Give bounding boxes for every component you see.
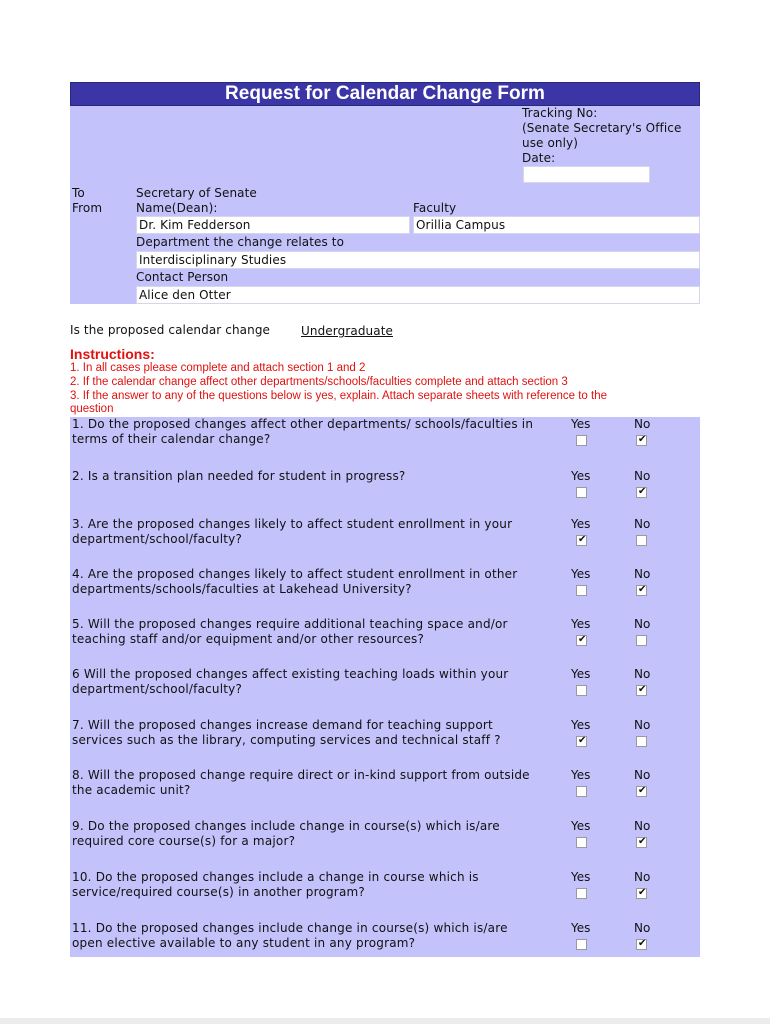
contact-field[interactable]: Alice den Otter [136, 286, 700, 304]
question-2-yes-label: Yes [571, 469, 591, 483]
question-9-line-1: 9. Do the proposed changes include change in course(s) which is/are [72, 819, 500, 833]
question-6-line-1: 6 Will the proposed changes affect existing teaching loads within your [72, 667, 509, 681]
to-label: To [72, 186, 85, 200]
question-3-line-1: 3. Are the proposed changes likely to affect student enrollment in your [72, 517, 513, 531]
question-4-line-1: 4. Are the proposed changes likely to affect student enrollment in other [72, 567, 518, 581]
question-3-line-2: department/school/faculty? [72, 532, 243, 546]
question-4-line-2: departments/schools/faculties at Lakehead University? [72, 582, 412, 596]
question-3-no-label: No [634, 517, 651, 531]
question-11-line-2: open elective available to any student in any program? [72, 936, 416, 950]
question-5-yes-checkbox[interactable] [576, 635, 587, 646]
contact-label: Contact Person [136, 270, 229, 284]
question-2-line-1: 2. Is a transition plan needed for student in progress? [72, 469, 406, 483]
question-11-line-1: 11. Do the proposed changes include change in course(s) which is/are [72, 921, 508, 935]
question-11-no-label: No [634, 921, 651, 935]
name-field[interactable]: Dr. Kim Fedderson [136, 216, 410, 234]
question-2-no-checkbox[interactable] [636, 487, 647, 498]
question-7-no-label: No [634, 718, 651, 732]
instructions-heading: Instructions: [70, 346, 155, 362]
question-10-no-label: No [634, 870, 651, 884]
question-1-no-label: No [634, 417, 651, 431]
question-1-yes-label: Yes [571, 417, 591, 431]
question-9-no-checkbox[interactable] [636, 837, 647, 848]
question-3-no-checkbox[interactable] [636, 535, 647, 546]
to-value: Secretary of Senate [136, 186, 257, 200]
from-label: From [72, 201, 103, 215]
question-1-yes-checkbox[interactable] [576, 435, 587, 446]
calendar-value[interactable]: Undergraduate [301, 324, 393, 338]
question-10-yes-label: Yes [571, 870, 591, 884]
tracking-label: Tracking No: [522, 106, 598, 120]
question-1-line-2: terms of their calendar change? [72, 432, 271, 446]
question-5-no-label: No [634, 617, 651, 631]
department-field[interactable]: Interdisciplinary Studies [136, 251, 700, 269]
calendar-question: Is the proposed calendar change [70, 323, 271, 337]
question-4-yes-label: Yes [571, 567, 591, 581]
question-7-yes-checkbox[interactable] [576, 736, 587, 747]
department-label: Department the change relates to [136, 235, 345, 249]
form-title: Request for Calendar Change Form [70, 82, 700, 106]
question-8-line-1: 8. Will the proposed change require direct or in-kind support from outside [72, 768, 530, 782]
question-5-yes-label: Yes [571, 617, 591, 631]
question-9-yes-checkbox[interactable] [576, 837, 587, 848]
question-11-yes-checkbox[interactable] [576, 939, 587, 950]
question-6-yes-checkbox[interactable] [576, 685, 587, 696]
question-8-no-checkbox[interactable] [636, 786, 647, 797]
question-4-no-checkbox[interactable] [636, 585, 647, 596]
date-field[interactable] [523, 166, 650, 183]
question-11-no-checkbox[interactable] [636, 939, 647, 950]
question-7-line-2: services such as the library, computing services and technical staff ? [72, 733, 501, 747]
question-7-no-checkbox[interactable] [636, 736, 647, 747]
question-2-no-label: No [634, 469, 651, 483]
instruction-line-1: 1. In all cases please complete and attach section 1 and 2 [70, 362, 366, 374]
instruction-line-4: question [70, 403, 114, 415]
question-9-line-2: required core course(s) for a major? [72, 834, 296, 848]
question-4-yes-checkbox[interactable] [576, 585, 587, 596]
question-7-yes-label: Yes [571, 718, 591, 732]
date-label: Date: [522, 151, 556, 165]
question-6-yes-label: Yes [571, 667, 591, 681]
question-8-no-label: No [634, 768, 651, 782]
question-1-no-checkbox[interactable] [636, 435, 647, 446]
question-3-yes-checkbox[interactable] [576, 535, 587, 546]
question-7-line-1: 7. Will the proposed changes increase demand for teaching support [72, 718, 493, 732]
instruction-line-3: 3. If the answer to any of the questions below is yes, explain. Attach separate sheets with reference to the [70, 390, 607, 402]
instruction-line-2: 2. If the calendar change affect other departments/schools/faculties complete and attach section 3 [70, 376, 568, 388]
tracking-note-1: (Senate Secretary's Office [522, 121, 682, 135]
faculty-label: Faculty [413, 201, 457, 215]
question-11-yes-label: Yes [571, 921, 591, 935]
question-10-yes-checkbox[interactable] [576, 888, 587, 899]
question-1-line-1: 1. Do the proposed changes affect other departments/ schools/faculties in [72, 417, 534, 431]
question-2-yes-checkbox[interactable] [576, 487, 587, 498]
question-9-yes-label: Yes [571, 819, 591, 833]
tracking-note-2: use only) [522, 136, 579, 150]
question-6-no-checkbox[interactable] [636, 685, 647, 696]
question-9-no-label: No [634, 819, 651, 833]
question-4-no-label: No [634, 567, 651, 581]
question-3-yes-label: Yes [571, 517, 591, 531]
question-8-yes-label: Yes [571, 768, 591, 782]
question-6-no-label: No [634, 667, 651, 681]
name-label: Name(Dean): [136, 201, 218, 215]
question-10-no-checkbox[interactable] [636, 888, 647, 899]
question-8-yes-checkbox[interactable] [576, 786, 587, 797]
question-5-line-1: 5. Will the proposed changes require additional teaching space and/or [72, 617, 508, 631]
question-8-line-2: the academic unit? [72, 783, 191, 797]
faculty-field[interactable]: Orillia Campus [413, 216, 700, 234]
page-bottom-edge [0, 1018, 770, 1024]
question-6-line-2: department/school/faculty? [72, 682, 243, 696]
question-10-line-2: service/required course(s) in another program? [72, 885, 365, 899]
question-10-line-1: 10. Do the proposed changes include a change in course which is [72, 870, 479, 884]
question-5-no-checkbox[interactable] [636, 635, 647, 646]
question-5-line-2: teaching staff and/or equipment and/or other resources? [72, 632, 425, 646]
